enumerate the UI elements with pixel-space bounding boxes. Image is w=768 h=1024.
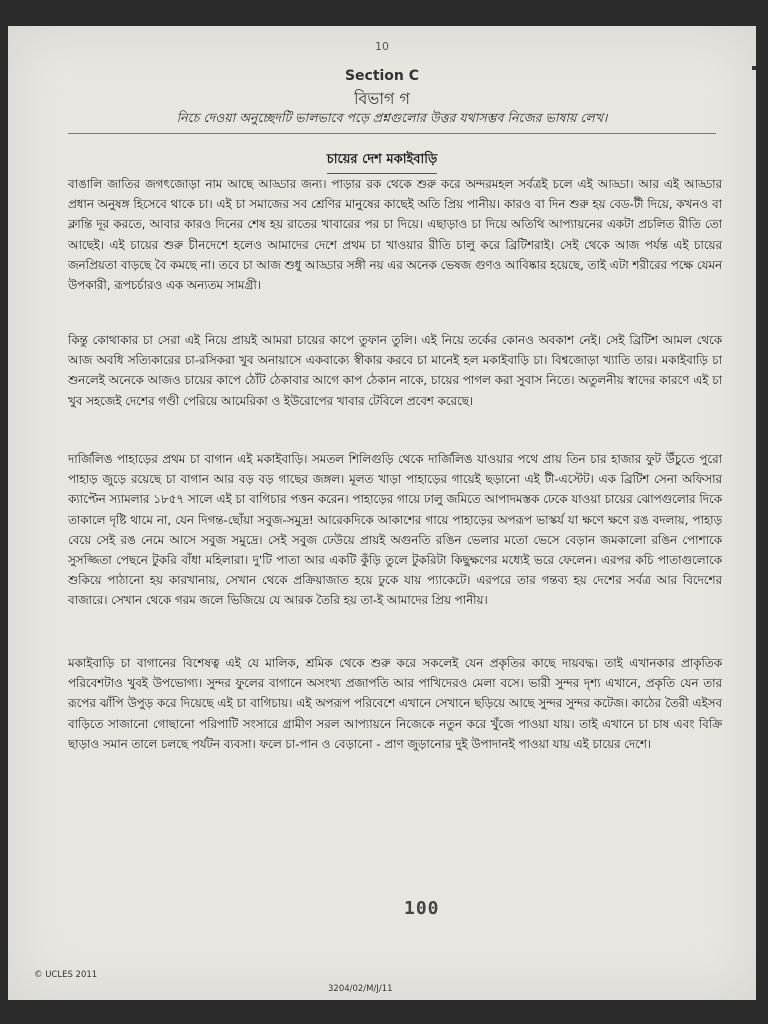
passage-body bbox=[68, 174, 722, 817]
section-heading-english: Section C bbox=[344, 68, 420, 84]
passage-paragraph-3: দার্জিলিঙ পাহাড়ের প্রথম চা বাগান এই মকাইবাড়ি। সমতল শিলিগুড়ি থেকে দার্জিলিঙ যাওয়ার পথে প্রায় তিন চার হাজার ফুট উঁচুতে পুরো পাহাড় জুড়ে রয়েছে চা বাগান আর বড় বড় গাছের জঙ্গল। মূলত খাড়া পাহাড়ের গায়েই ছড়ানো এই টী-এস্টেট। এক ব্রিটিশ সেনা অফিসার ক্যাপ্টেন স্যামলার ১৮৫৭ সালে এই চা বাগিচার পত্তন করেন। পাহাড়ের গায়ে ঢালু জমিতে আপাদমস্তক ঢেকে যাওয়া চায়ের ঝোপগুলোর দিকে তাকালে দৃষ্টি থামে না, যেন দিগন্ত-ছোঁয়া সবুজ-সমুদ্র! আরেকদিকে আকাশের গায়ে পাহাড়ের অপরূপ ভাস্কর্য যা ক্ষণে ক্ষণে রঙ বদলায়, পাহাড় বেয়ে সেই রঙ নেমে আসে সবুজ সমুদ্রে। সেই সবুজ ঢেউয়ে প্রায়ই অগুনতি রঙিন ভেলার মতো ভেসে বেড়ান জমকালো রঙিন পোশাকে সুসজ্জিতা পেছনে টুকরি বাঁধা মহিলারা। দু'টি পাতা আর একটি কুঁড়ি তুলে টুকরিটা কিছুক্ষণের মধ্যেই ভরে ফেলেন। এরপর কচি পাতাগুলোকে শুকিয়ে পাঠানো হয় কারখানায়, সেখান থেকে প্রক্রিয়াজাত হয়ে ঢুকে যায় প্যাকেটে। এরপরে তার গন্তব্য হয় দেশের সর্বত্র আর বিদেশের বাজারে। সেখান থেকে গরম জলে ভিজিয়ে যে আরক তৈরি হয় তা-ই আমাদের প্রিয় পানীয়। bbox=[68, 452, 722, 608]
instruction-text: নিচে দেওয়া অনুচ্ছেদটি ভালভাবে পড়ে প্রশ্নগুলোর উত্তর যথাসম্ভব নিজের ভাষায় লেখ। bbox=[68, 110, 716, 134]
exam-page bbox=[8, 26, 756, 1000]
examiner-stamp-mark: 100 bbox=[404, 898, 440, 919]
passage-title bbox=[8, 150, 756, 174]
page-number: 10 bbox=[375, 40, 389, 53]
passage-paragraph-4: মকাইবাড়ি চা বাগানের বিশেষত্ব এই যে মালিক, শ্রমিক থেকে শুরু করে সকলেই যেন প্রকৃতির কাছে দায়বদ্ধ। তাই এখানকার প্রাকৃতিক পরিবেশটাও খুবই উপভোগ্য। সুন্দর ফুলের বাগানে অসংখ্য প্রজাপতি আর পাখিদেরও মেলা বসে। ভারী সুন্দর দৃশ্য এখানে, প্রকৃতি যেন তার রূপের ঝাঁপি উপুড় করে দিয়েছে এই চা বাগিচায়। এই অপরূপ পরিবেশে এখানে সেখানে ছড়িয়ে আছে সুন্দর সুন্দর কটেজ। কাঠের তৈরী এইসব বাড়িতে সাজানো গোছানো পরিপাটি সংসারে গ্রামীণ সরল আপ্যায়নে নিজেকে নতুন করে খুঁজে পাওয়া যায়। তাই এখানে চা চাষ এবং বিক্রি ছাড়াও সমান তালে চলছে পর্যটন ব্যবসা। ফলে চা-পান ও বেড়ানো - প্রাণ জুড়ানোর দুই উপাদানই পাওয়া যায় এই চায়ের দেশে। bbox=[68, 656, 722, 751]
passage-paragraph-2: কিন্তু কোথাকার চা সেরা এই নিয়ে প্রায়ই আমরা চায়ের কাপে তুফান তুলি। এই নিয়ে তর্কের কোনও অবকাশ নেই। সেই ব্রিটিশ আমল থেকে আজ অবধি সত্যিকারের চা-রসিকরা খুব অনায়াসে একবাক্যে স্বীকার করবে চা মানেই হল মকাইবাড়ি চা। বিশ্বজোড়া খ্যাতি তার। মকাইবাড়ি চা শুনলেই অনেকে আজও চায়ের কাপে ঠোঁট ঠেকাবার আগে কাপ ঠেকান নাকে, চায়ের পাগল করা সুবাস নিতে। অতুলনীয় স্বাদের কারণে এই চা খুব সহজেই দেশের গণ্ডী পেরিয়ে আমেরিকা ও ইউরোপের খাবার টেবিলে প্রবেশ করেছে। bbox=[68, 333, 722, 408]
passage-paragraph-1: বাঙালি জাতির জগৎজোড়া নাম আছে আড্ডার জন্য। পাড়ার রক থেকে শুরু করে অন্দরমহল সর্বত্রই চলে এই আড্ডা। আর এই আড্ডার প্রধান অনুষঙ্গ হিসেবে থাকে চা। এই চা সমাজের সব শ্রেণির মানুষের কাছেই অতি প্রিয় পানীয়। কারও বা দিন শুরু হয় বেড-টী দিয়ে, কখনও বা ক্লান্তি দূর করতে, আবার কারও দিনের শেষ হয় রাতের খাবারের পর চা দিয়ে। এছাড়াও চা দিয়ে অতিথি আপ্যায়নের একটা প্রচলিত রীতি তো আছেই। এই চায়ের শুরু চীনদেশে হলেও আমাদের দেশে প্রথম চা খাওয়ার রীতি চালু করে ব্রিটিশরাই। সেই থেকে আজ পর্যন্ত এই চায়ের জনপ্রিয়তা বাড়ছে বৈ কমছে না। তবে চা আজ শুধু আড্ডার সঙ্গী নয় এর অনেক ভেষজ গুণও আবিষ্কার হয়েছে, তাই এটা শরীরের পক্ষে যেমন উপকারী, রূপচর্চারও এক অন্যতম সামগ্রী। bbox=[68, 177, 722, 293]
passage-title-text: চায়ের দেশ মকাইবাড়ি bbox=[327, 150, 438, 174]
paper-code: 3204/02/M/J/11 bbox=[328, 984, 393, 994]
section-heading-bengali: বিভাগ গ bbox=[353, 89, 411, 108]
copyright-notice: © UCLES 2011 bbox=[34, 970, 98, 980]
